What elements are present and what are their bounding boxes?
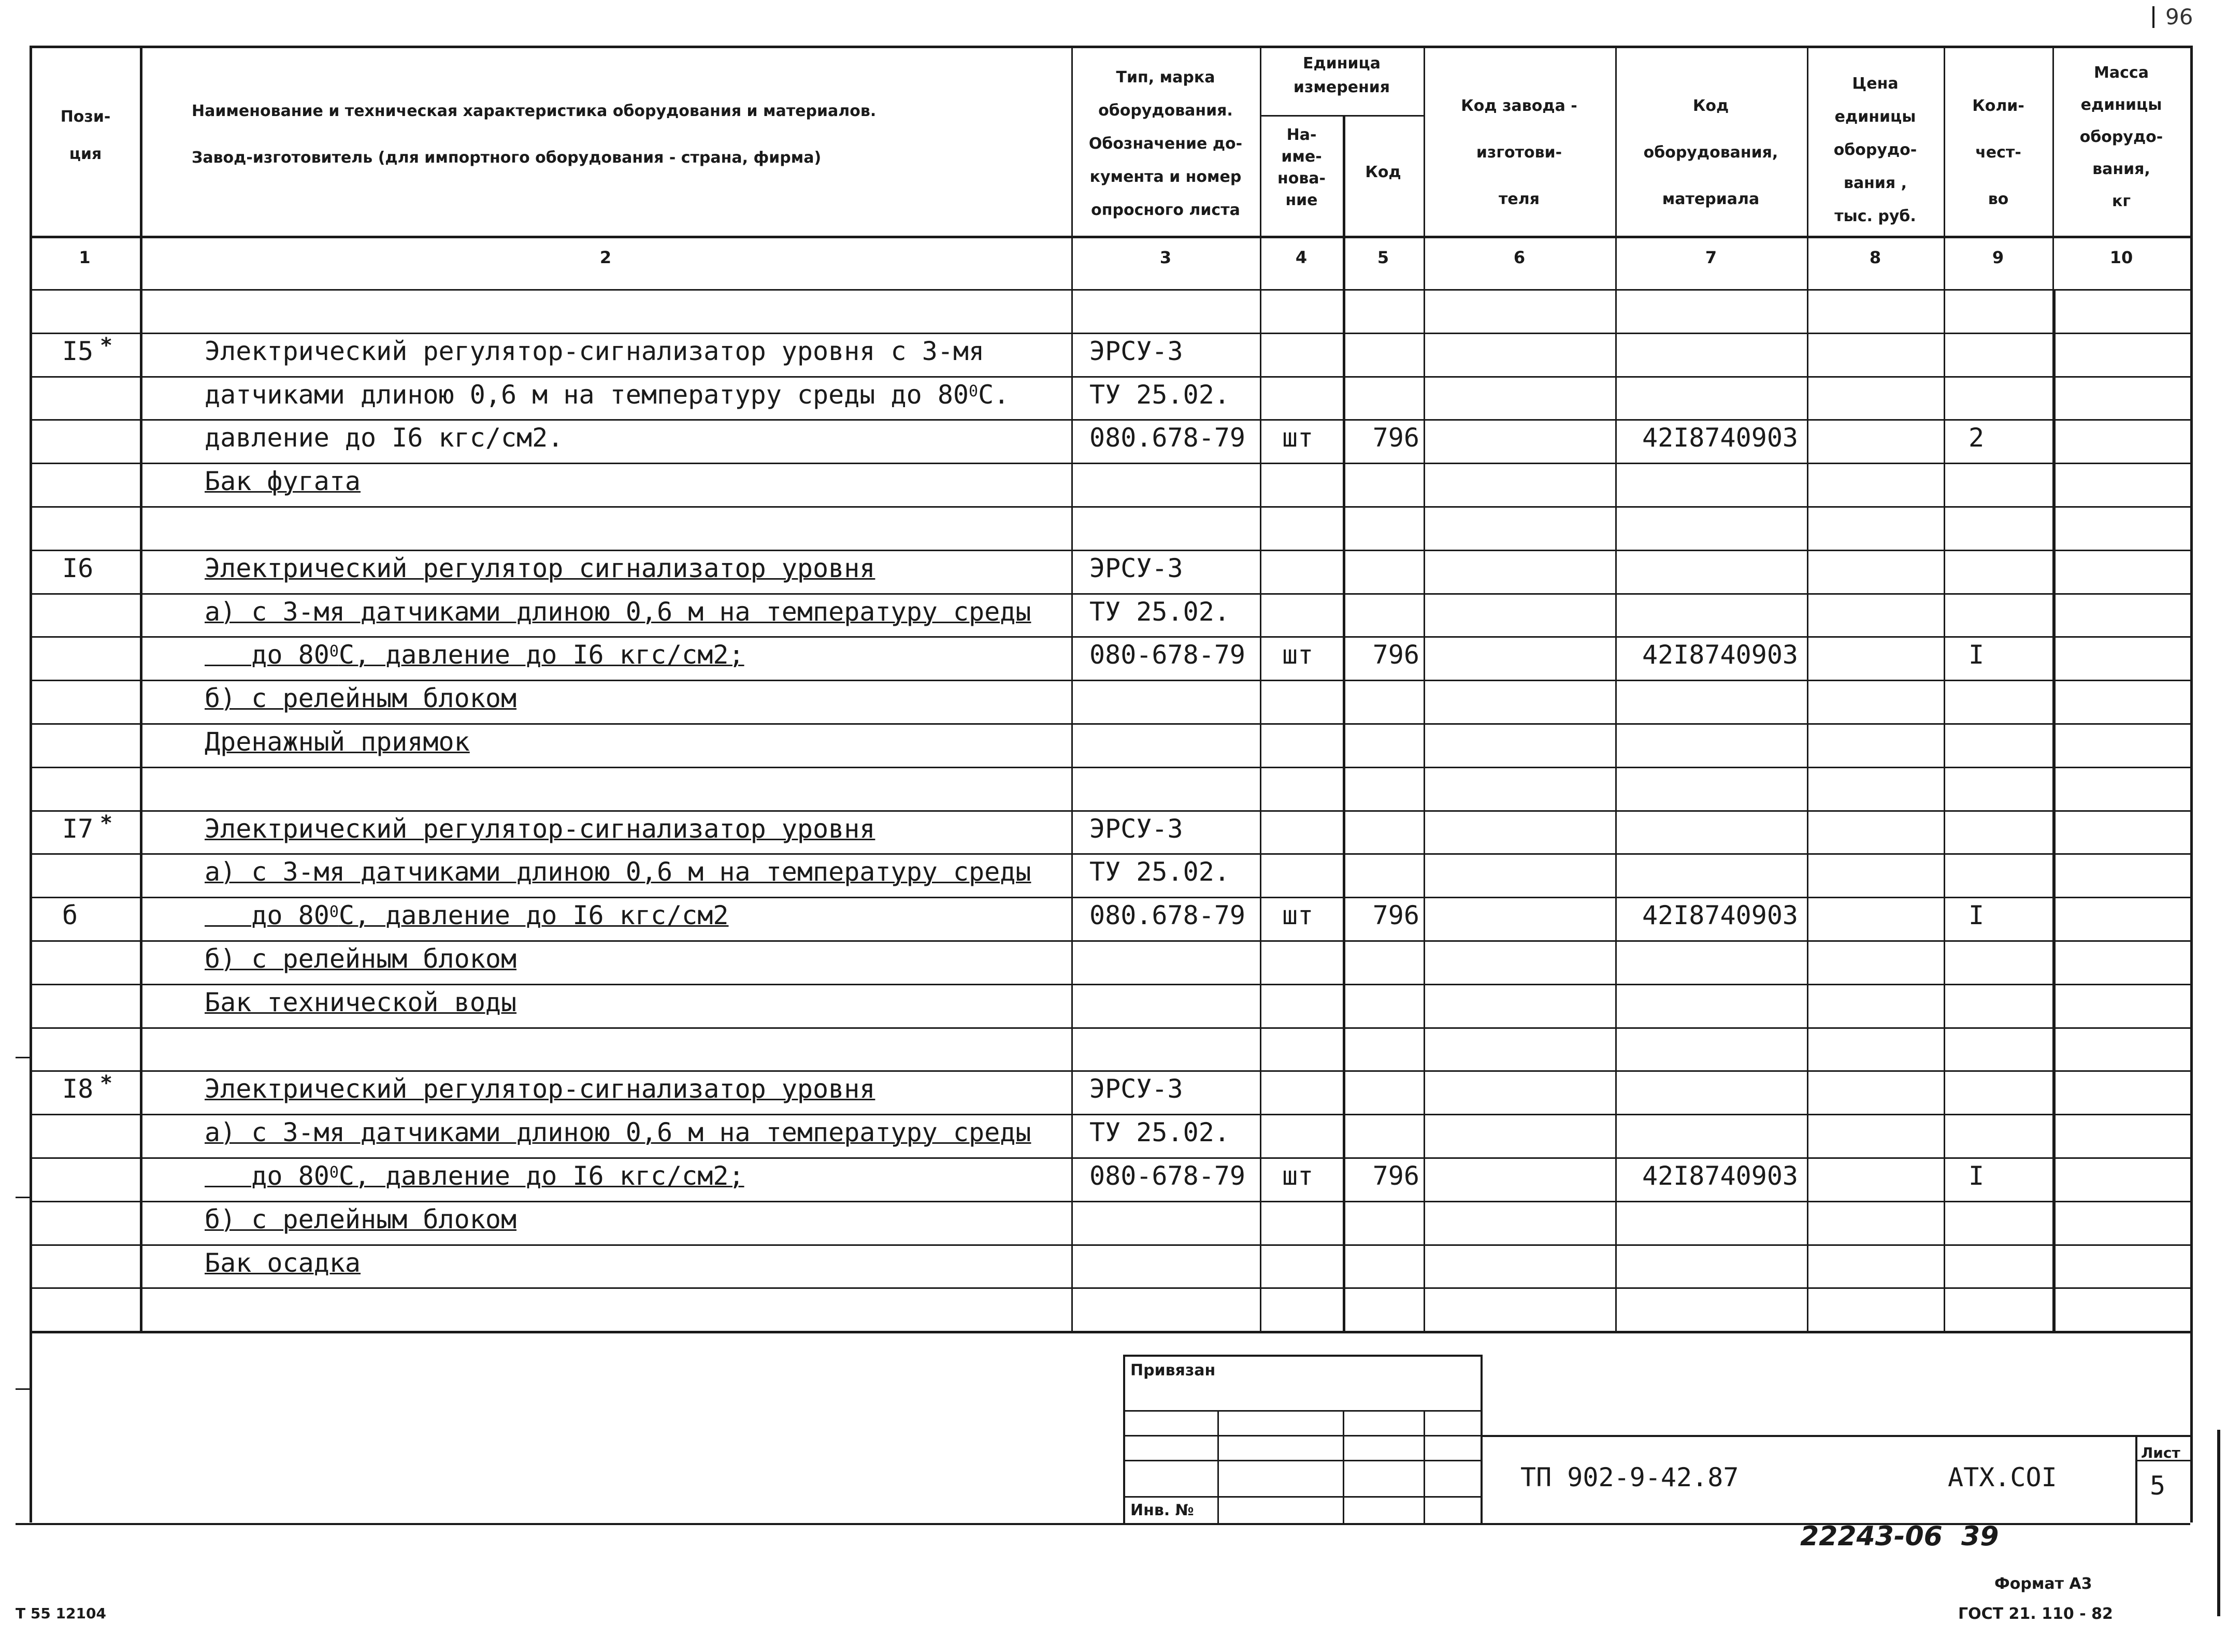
- item-name-part: С.: [978, 379, 1010, 410]
- column-number: 3: [1159, 248, 1172, 267]
- item-name-part: до 80: [205, 900, 329, 931]
- unit-code: 796: [1372, 423, 1419, 453]
- header-col5: Код: [1365, 163, 1401, 181]
- row-line: [30, 853, 2190, 855]
- header-col4-5-title: Единица измерения: [1293, 54, 1390, 96]
- item-name-part: С, давление до I6 кгс/см2: [338, 900, 729, 931]
- header-col7: Код оборудования, материала: [1643, 97, 1778, 208]
- stamp-line: [1123, 1410, 1481, 1412]
- row-line: [30, 680, 2190, 681]
- item-name: Бак осадка: [205, 1247, 361, 1278]
- stamp-border: [1123, 1355, 1125, 1523]
- stamp-sheet-number: 5: [2150, 1471, 2166, 1501]
- stamp-line: [1123, 1435, 1481, 1436]
- degree-mark: 0: [329, 642, 339, 661]
- item-name: б) с релейным блоком: [205, 944, 517, 974]
- type-designation: 080-678-79: [1089, 1161, 1246, 1191]
- col-line: [1807, 46, 1808, 1331]
- col-line: [1424, 46, 1425, 1331]
- stamp-border: [1123, 1355, 1481, 1357]
- degree-mark: 0: [329, 903, 339, 922]
- col-line: [1071, 46, 1073, 1331]
- type-designation: ЭРСУ-3: [1089, 1074, 1183, 1104]
- row-line: [30, 1244, 2190, 1246]
- header-col1: Пози- ция: [60, 108, 111, 163]
- item-name: б) с релейным блоком: [205, 1204, 517, 1234]
- sheet-box: [2135, 1435, 2137, 1523]
- type-designation: 080.678-79: [1089, 900, 1246, 931]
- header-col2: Наименование и техническая характеристика оборудования и материалов. Завод-изготовитель (для импортного оборудования - страна, фирма): [192, 102, 877, 167]
- table-bottom-border: [30, 1331, 2190, 1333]
- quantity: I: [1969, 900, 1985, 931]
- row-line: [30, 940, 2190, 942]
- stamp-line: [1123, 1496, 1481, 1498]
- stamp-inv-no: Инв. №: [1130, 1501, 1194, 1519]
- position-number: I6: [62, 553, 94, 583]
- form-code: Т 55 12104: [16, 1605, 106, 1622]
- title-top: [1481, 1435, 2190, 1437]
- footnote-mark: *: [100, 1071, 113, 1096]
- margin-tick: [16, 1057, 31, 1058]
- quantity: 2: [1969, 423, 1985, 453]
- stamp-border: [1481, 1355, 1483, 1523]
- item-name: Бак фугата: [205, 466, 361, 497]
- row-line: [30, 333, 2190, 334]
- gost-label: ГОСТ 21. 110 - 82: [1958, 1605, 2113, 1623]
- stamp-doc-code: ТП 902-9-42.87: [1520, 1462, 1739, 1492]
- header-bottom-border: [30, 236, 2190, 238]
- column-number: 9: [1992, 248, 2004, 267]
- row-line: [30, 984, 2190, 985]
- row-line: [30, 1027, 2190, 1029]
- stamp-sheet-label: Лист: [2141, 1444, 2180, 1461]
- row-line: [30, 376, 2190, 378]
- margin-tick: [16, 1388, 31, 1390]
- column-number: 10: [2109, 248, 2133, 267]
- item-name-part: датчиками длиною 0,6 м на температуру среды до 80: [205, 379, 969, 410]
- row-line: [30, 1114, 2190, 1115]
- row-line: [30, 593, 2190, 595]
- table-top-border: [30, 46, 2190, 48]
- stamp-line: [1217, 1410, 1219, 1523]
- item-name-part: до 80: [205, 640, 329, 670]
- column-number: 4: [1295, 248, 1308, 267]
- equipment-code: 42I8740903: [1642, 423, 1799, 453]
- footnote-mark: *: [100, 811, 113, 835]
- unit-code: 796: [1372, 640, 1419, 670]
- type-designation: ЭРСУ-3: [1089, 336, 1183, 366]
- col-line: [30, 46, 32, 1331]
- row-line: [30, 723, 2190, 725]
- unit-name: шт: [1282, 640, 1314, 670]
- degree-mark: 0: [329, 1163, 339, 1182]
- row-line: [30, 463, 2190, 464]
- format-label: Формат А3: [1994, 1575, 2092, 1593]
- position-number: б: [62, 900, 78, 931]
- stamp-privyazan: Привязан: [1130, 1361, 1216, 1380]
- stamp-line: [1343, 1410, 1344, 1523]
- unit-name: шт: [1282, 1161, 1314, 1191]
- item-name: Электрический регулятор-сигнализатор уровня: [205, 813, 875, 844]
- item-name-part: до 80: [205, 1161, 329, 1191]
- archive-number: 22243-06 39: [1800, 1521, 1999, 1552]
- row-line: [30, 1287, 2190, 1289]
- item-name: а) с 3-мя датчиками длиною 0,6 м на температуру среды: [205, 1117, 1031, 1148]
- corner-mark: [2152, 6, 2154, 28]
- type-designation: 080-678-79: [1089, 640, 1246, 670]
- row-line: [30, 506, 2190, 508]
- stamp-doc-mark: АТХ.COI: [1948, 1462, 2057, 1492]
- unit-subheader-line: [1260, 115, 1424, 117]
- column-number: 8: [1869, 248, 1881, 267]
- unit-name: шт: [1282, 900, 1314, 931]
- frame-right: [2190, 1331, 2193, 1522]
- item-name: давление до I6 кгс/см2.: [205, 423, 564, 453]
- column-number: 7: [1705, 248, 1717, 267]
- position-number: I5: [62, 336, 94, 366]
- col-line: [1615, 46, 1617, 1331]
- item-name: [205, 639, 744, 670]
- position-number: I8: [62, 1074, 94, 1104]
- unit-name: шт: [1282, 423, 1314, 453]
- position-number: I7: [62, 813, 94, 844]
- type-designation: ТУ 25.02.: [1089, 596, 1230, 627]
- header-col10: Масса единицы оборудо- вания, кг: [2079, 64, 2163, 210]
- footnote-mark: *: [100, 333, 113, 357]
- numbers-bottom-border: [30, 289, 2190, 291]
- type-designation: ТУ 25.02.: [1089, 857, 1230, 887]
- item-name: [205, 1160, 744, 1191]
- col-line: [140, 46, 142, 1331]
- header-col6: Код завода - изготови- теля: [1461, 97, 1577, 208]
- margin-tick: [16, 1197, 31, 1198]
- degree-mark: 0: [969, 382, 979, 400]
- row-line: [30, 419, 2190, 421]
- row-line: [30, 1157, 2190, 1159]
- item-name: Электрический регулятор-сигнализатор уровня с 3-мя: [205, 336, 985, 366]
- column-number: 6: [1513, 248, 1526, 267]
- item-name-part: С, давление до I6 кгс/см2;: [338, 1161, 744, 1191]
- item-name: [205, 900, 728, 931]
- item-name: Дренажный приямок: [205, 727, 470, 757]
- col-line: [2190, 46, 2193, 1331]
- header-col9: Коли- чест- во: [1972, 97, 2024, 208]
- col-line: [1260, 46, 1261, 1331]
- type-designation: ЭРСУ-3: [1089, 813, 1183, 844]
- row-line: [30, 1070, 2190, 1072]
- stamp-line: [1424, 1410, 1425, 1523]
- quantity: I: [1969, 640, 1985, 670]
- corner-sheet-number: 96: [2165, 4, 2193, 30]
- frame-right-edge: [2217, 1430, 2220, 1616]
- col-line: [1944, 46, 1945, 1331]
- row-line: [30, 897, 2190, 898]
- frame-left: [30, 1331, 32, 1522]
- type-designation: 080.678-79: [1089, 423, 1246, 453]
- stamp-line: [1123, 1460, 1481, 1461]
- item-name: б) с релейным блоком: [205, 683, 517, 714]
- header-col4: На- име- нова- ние: [1277, 126, 1326, 209]
- type-designation: ТУ 25.02.: [1089, 1117, 1230, 1148]
- unit-code: 796: [1372, 900, 1419, 931]
- item-name-part: С, давление до I6 кгс/см2;: [338, 640, 744, 670]
- item-name: [205, 379, 1009, 410]
- column-number: 2: [599, 248, 612, 267]
- row-line: [30, 810, 2190, 812]
- equipment-code: 42I8740903: [1642, 900, 1799, 931]
- row-line: [30, 767, 2190, 768]
- type-designation: ЭРСУ-3: [1089, 553, 1183, 583]
- quantity: I: [1969, 1161, 1985, 1191]
- item-name: а) с 3-мя датчиками длиною 0,6 м на температуру среды: [205, 857, 1031, 887]
- item-name: Бак технической воды: [205, 987, 517, 1017]
- row-line: [30, 1201, 2190, 1202]
- row-line: [30, 550, 2190, 551]
- header-col3: Тип, марка оборудования. Обозначение до- кумента и номер опросного листа: [1088, 68, 1243, 219]
- item-name: Электрический регулятор-сигнализатор уровня: [205, 1074, 875, 1104]
- column-number: 1: [79, 248, 91, 267]
- column-number: 5: [1377, 248, 1389, 267]
- type-designation: ТУ 25.02.: [1089, 379, 1230, 410]
- header-col8: Цена единицы оборудо- вания , тыс. руб.: [1833, 75, 1917, 225]
- row-line: [30, 636, 2190, 638]
- item-name: Электрический регулятор сигнализатор уровня: [205, 553, 875, 583]
- unit-code: 796: [1372, 1161, 1419, 1191]
- item-name: а) с 3-мя датчиками длиною 0,6 м на температуру среды: [205, 596, 1031, 627]
- equipment-code: 42I8740903: [1642, 640, 1799, 670]
- equipment-code: 42I8740903: [1642, 1161, 1799, 1191]
